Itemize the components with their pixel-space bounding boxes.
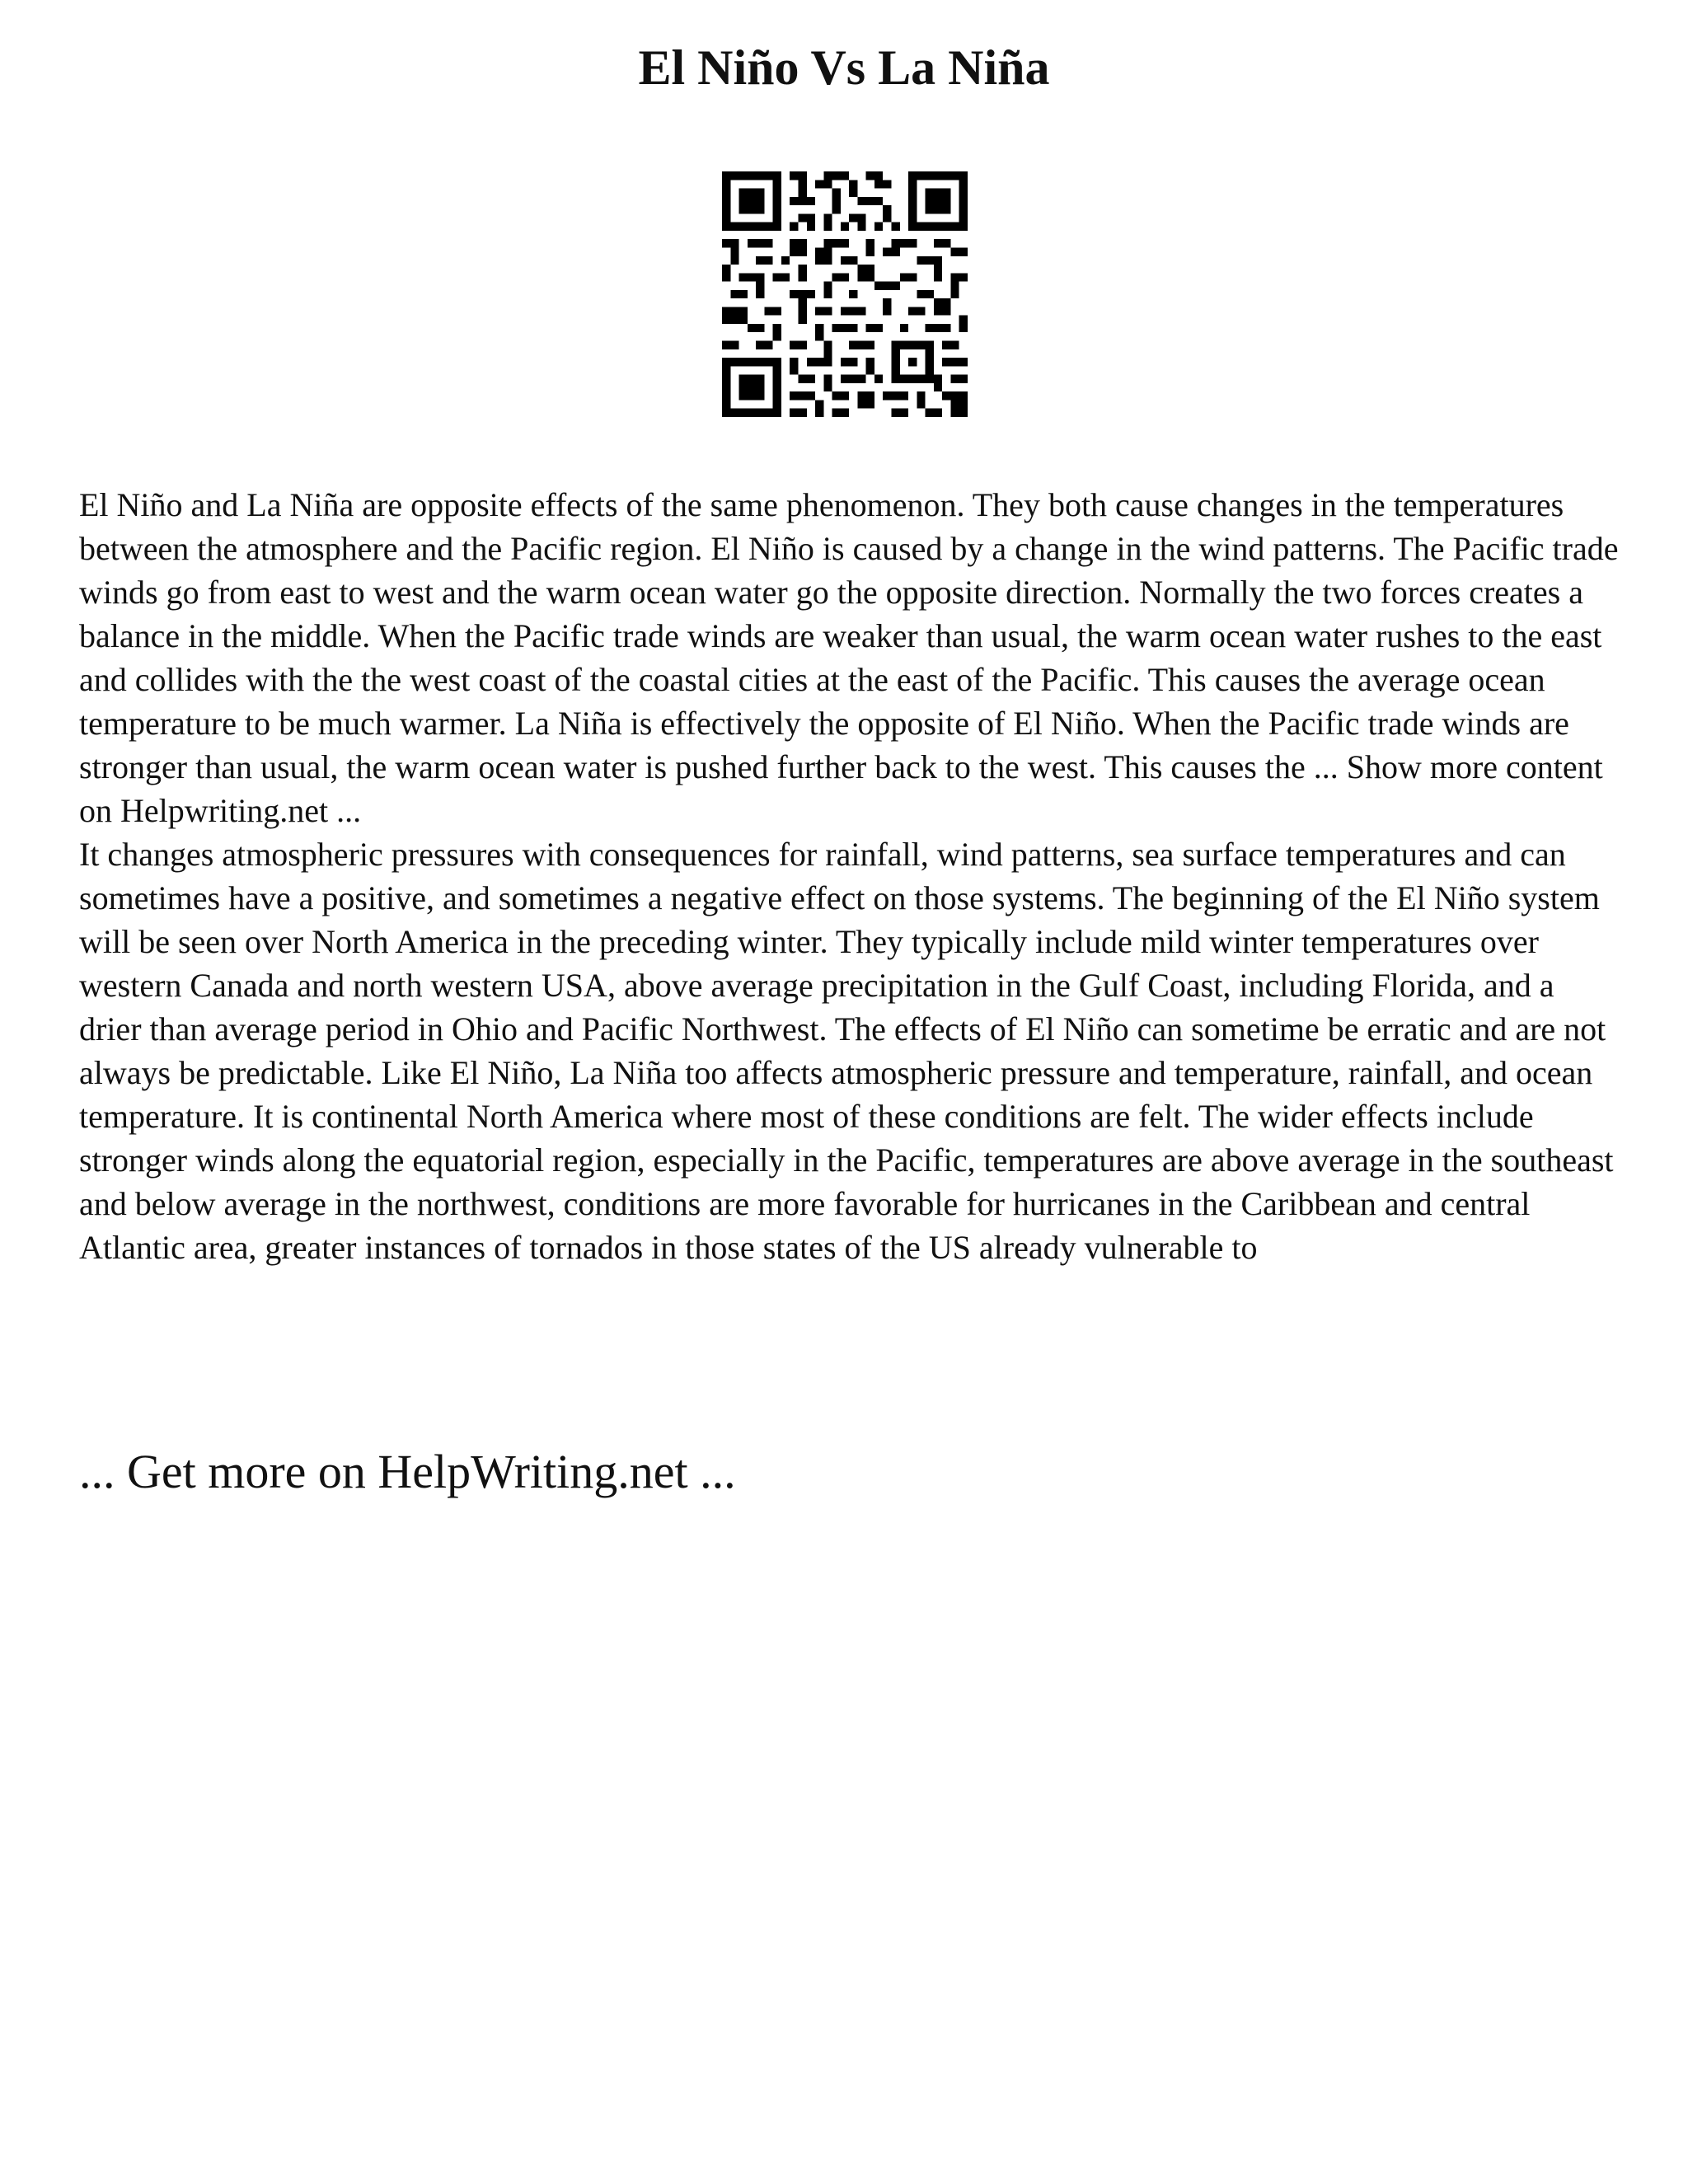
qr-code-icon [722, 171, 968, 417]
page-title: El Niño Vs La Niña [638, 40, 1050, 95]
paragraph-2: It changes atmospheric pressures with consequences for rainfall, wind patterns, sea surface temperatures and can sometimes have a positive, and sometimes a negative effect on those systems. The beginning of the El Niño system will be seen over North America in the preceding winter. They typically include mild winter temperatures over western Canada and north western USA, above average precipitation in the Gulf Coast, including Florida, and a drier than average period in Ohio and Pacific Northwest. The effects of El Niño can sometime be erratic and are not always be predictable. Like El Niño, La Niña too affects atmospheric pressure and temperature, rainfall, and ocean temperature. It is continental North America where most of these conditions are felt. The wider effects include stronger winds along the equatorial region, especially in the Pacific, temperatures are above average in the southeast and below average in the northwest, conditions are more favorable for hurricanes in the Caribbean and central Atlantic area, greater instances of tornados in those states of the US already vulnerable to [79, 836, 1614, 1266]
get-more-link[interactable]: ... Get more on HelpWriting.net ... [79, 1445, 736, 1498]
article-body [79, 483, 1620, 1269]
paragraph-1: El Niño and La Niña are opposite effects of the same phenomenon. They both cause changes in the temperatures between the atmosphere and the Pacific region. El Niño is caused by a change in the wind patterns. The Pacific trade winds go from east to west and the warm ocean water go the opposite direction. Normally the two forces creates a balance in the middle. When the Pacific trade winds are weaker than usual, the warm ocean water rushes to the east and collides with the the west coast of the coastal cities at the east of the Pacific. This causes the average ocean temperature to be much warmer. La Niña is effectively the opposite of El Niño. When the Pacific trade winds are stronger than usual, the warm ocean water is pushed further back to the west. This causes the ... Show more content on Helpwriting.net ... [79, 486, 1619, 829]
